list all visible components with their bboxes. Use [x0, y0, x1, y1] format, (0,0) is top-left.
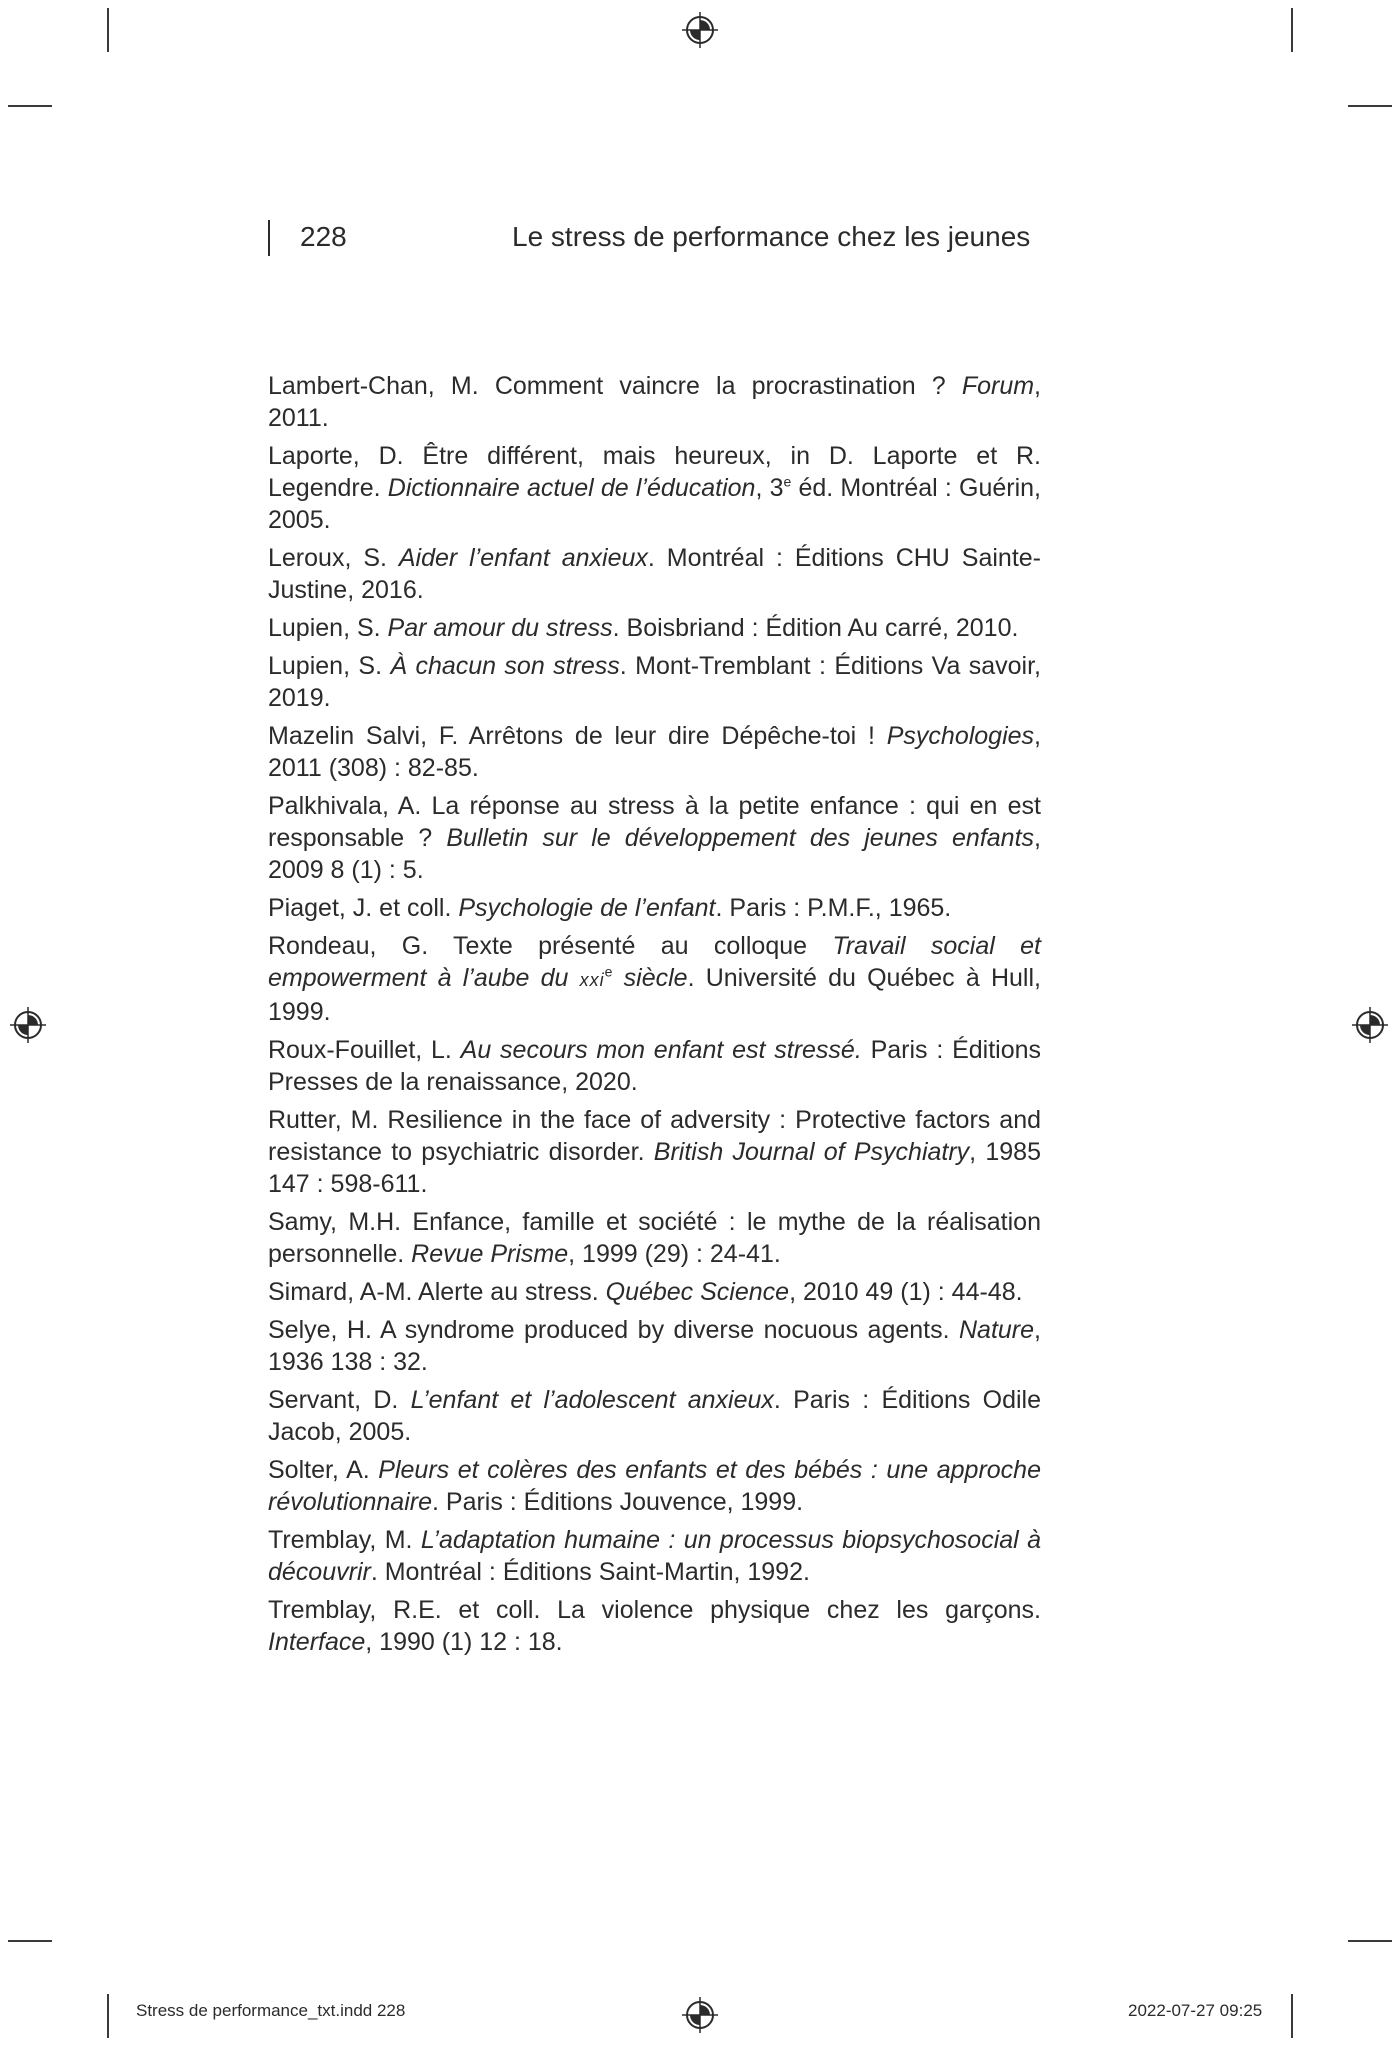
reference-title: Psychologie de l’enfant [458, 894, 716, 922]
reference-entry [268, 612, 1041, 644]
reference-text: Comment vaincre la procrastination ? [494, 372, 962, 400]
reference-text: , 1936 138 : 32. [268, 1316, 1041, 1376]
reference-text: Lupien, S. [268, 614, 388, 642]
reference-entry [268, 370, 1041, 434]
reference-entry [268, 720, 1041, 784]
reference-entry [268, 1104, 1041, 1200]
reference-text: Rutter, M. Resilience in the face of adversity : Protective factors and resistance to psychiatric disorder. [268, 1106, 1041, 1166]
reference-entry [268, 1454, 1041, 1518]
reference-text: , 2011. [268, 372, 1041, 432]
reference-title: L’adaptation humaine : un processus biopsychosocial à découvrir [268, 1526, 1042, 1586]
reference-text: Solter, A. [268, 1456, 379, 1484]
reference-text: Simard, A-M. Alerte au stress. [268, 1278, 606, 1306]
header-rule [268, 220, 270, 256]
reference-text: Selye, H. A syndrome produced by diverse nocuous agents. [268, 1316, 959, 1344]
reference-title: Travail social et empowerment à l’aube du [268, 932, 1041, 992]
reference-title: Nature [959, 1316, 1035, 1344]
registration-mark-right-icon [1350, 1005, 1390, 1045]
crop-mark-bottom-left-vertical [107, 1994, 109, 2038]
reference-entry [268, 790, 1041, 886]
reference-title: Québec Science [605, 1278, 790, 1306]
reference-text: . Paris : Éditions Odile Jacob, 2005. [268, 1386, 1042, 1446]
footer-timestamp: 2022-07-27 09:25 [1128, 2001, 1263, 2020]
reference-title: L’enfant et l’adolescent anxieux [410, 1386, 774, 1414]
reference-text: Tremblay, R.E. et coll. La violence physique chez les garçons. [268, 1596, 1041, 1624]
reference-text: Lambert-Chan, M. [268, 372, 495, 400]
reference-text: Piaget, J. et coll. [268, 894, 459, 922]
crop-mark-top-left-horizontal [8, 105, 52, 107]
reference-text: Roux-Fouillet, L. [268, 1036, 461, 1064]
reference-title: Pleurs et colères des enfants et des bébés : une approche révolutionnaire [268, 1456, 1041, 1516]
reference-entry [268, 1524, 1041, 1588]
reference-text: Servant, D. [268, 1386, 411, 1414]
reference-title: Bulletin sur le développement des jeunes enfants [446, 824, 1035, 852]
registration-mark-left-icon [8, 1005, 48, 1045]
crop-mark-top-left-vertical [107, 8, 109, 52]
crop-mark-top-right-vertical [1291, 8, 1293, 52]
reference-entry [268, 1594, 1041, 1658]
reference-entry [268, 1276, 1041, 1308]
crop-mark-bottom-left-horizontal [8, 1940, 52, 1942]
reference-title: À chacun son stress [390, 652, 620, 680]
running-title: Le stress de performance chez les jeunes [512, 221, 1031, 252]
reference-title: Psychologies [886, 722, 1035, 750]
footer-file-info: Stress de performance_txt.indd 228 [136, 2001, 406, 2020]
reference-title: Aider l’enfant anxieux [398, 544, 648, 572]
reference-entry [268, 892, 1041, 924]
reference-title: Par amour du stress [387, 614, 613, 642]
reference-text: , 2010 49 (1) : 44-48. [789, 1278, 1023, 1306]
reference-text: Rondeau, G. Texte présenté au colloque [268, 932, 833, 960]
reference-text: éd. Montréal : Guérin, 2005. [268, 474, 1041, 534]
reference-entry [268, 542, 1041, 606]
reference-text: . Montréal : Éditions CHU Sainte-Justine, 2016. [268, 544, 1042, 604]
reference-text: . Paris : P.M.F., 1965. [715, 894, 952, 922]
reference-text: . Paris : Éditions Jouvence, 1999. [432, 1488, 804, 1516]
reference-title: Au secours mon enfant est stressé. [460, 1036, 862, 1064]
reference-text: , 1985 147 : 598-611. [268, 1138, 1041, 1198]
reference-text: Mazelin Salvi, F. Arrêtons de leur dire Dépêche-toi ! [268, 722, 887, 750]
crop-mark-bottom-right-vertical [1291, 1994, 1293, 2038]
reference-entry [268, 650, 1041, 714]
reference-text: . Mont-Tremblant : Éditions Va savoir, 2019. [268, 652, 1041, 712]
reference-entry [268, 1034, 1041, 1098]
reference-text: , 1990 (1) 12 : 18. [365, 1628, 563, 1656]
reference-title: siècle [612, 964, 688, 992]
reference-text: . Boisbriand : Édition Au carré, 2010. [612, 614, 1019, 642]
reference-title: Interface [268, 1628, 366, 1656]
reference-text: Samy, M.H. Enfance, famille et société : le mythe de la réalisation personnelle. [268, 1208, 1041, 1268]
reference-title: British Journal of Psychiatry [653, 1138, 970, 1166]
reference-entry [268, 1206, 1041, 1270]
running-header [268, 218, 1048, 262]
page-number: 228 [300, 221, 347, 252]
registration-mark-bottom-icon [680, 1995, 720, 2035]
reference-entry [268, 1384, 1041, 1448]
reference-text: , 1999 (29) : 24-41. [568, 1240, 781, 1268]
reference-text: Paris : Éditions Presses de la renaissance, 2020. [268, 1036, 1042, 1096]
reference-entry [268, 1314, 1041, 1378]
reference-title: Forum [961, 372, 1035, 400]
reference-text: Lupien, S. [268, 652, 391, 680]
reference-text: Palkhivala, A. La réponse au stress à la petite enfance : qui en est responsable ? [268, 792, 1041, 852]
reference-entry [268, 440, 1041, 536]
reference-text: , 2011 (308) : 82-85. [268, 722, 1041, 782]
reference-text: Leroux, S. [268, 544, 399, 572]
reference-text: Tremblay, M. [268, 1526, 421, 1554]
reference-superscript: e [783, 473, 792, 490]
crop-mark-bottom-right-horizontal [1348, 1940, 1392, 1942]
reference-small-caps: xxi [579, 970, 605, 990]
crop-mark-top-right-horizontal [1348, 105, 1392, 107]
reference-text: . Université du Québec à Hull, 1999. [268, 964, 1041, 1026]
reference-superscript: e [604, 963, 613, 980]
reference-text: . Montréal : Éditions Saint-Martin, 1992. [370, 1558, 810, 1586]
reference-entry [268, 930, 1041, 1028]
registration-mark-top-icon [680, 10, 720, 50]
reference-text: , 2009 8 (1) : 5. [268, 824, 1041, 884]
reference-text: Laporte, D. Être différent, mais heureux, in D. Laporte et R. Legendre. [268, 442, 1041, 502]
reference-title: Dictionnaire actuel de l’éducation [387, 474, 756, 502]
bibliography-list [268, 370, 1041, 1664]
reference-text: , 3 [755, 474, 784, 502]
reference-title: Revue Prisme [411, 1240, 569, 1268]
